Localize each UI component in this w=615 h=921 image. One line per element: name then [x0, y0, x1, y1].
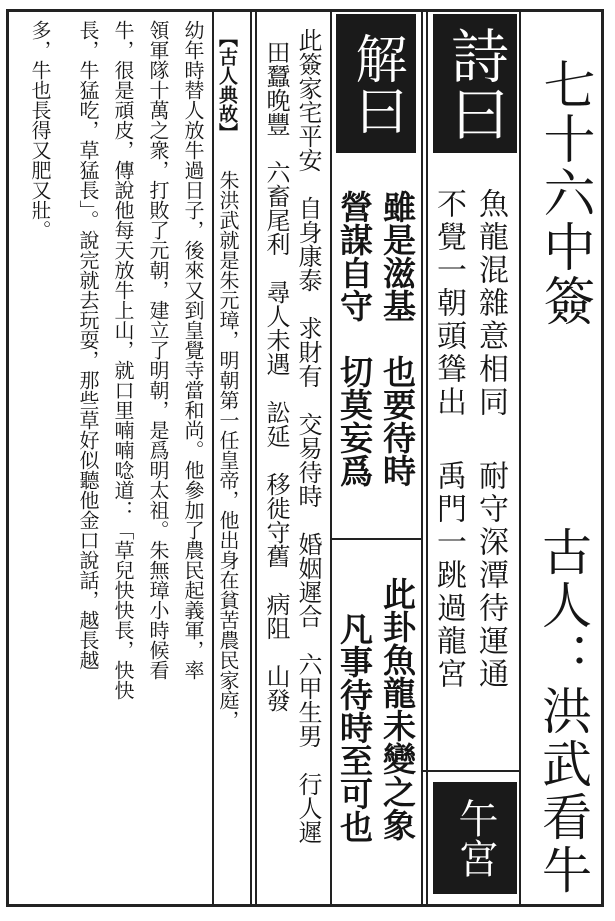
- summary-line: 此卦魚龍未變之象: [378, 577, 417, 841]
- story-line: 長，牛猛吃，草猛長」。說完就去玩耍，那些草好似聽他金口說話，越長越: [76, 20, 100, 670]
- story-line: 牛，很是頑皮，傳說他每天放牛上山，就口里喃喃唸道：「草兒快快長，快快: [111, 20, 135, 700]
- wu-label: 午宮: [433, 782, 517, 894]
- frame-bottom-border: [6, 904, 604, 907]
- summary-line: 凡事待時至可也: [335, 612, 374, 843]
- jie-line: 營謀自守 切莫妄爲: [335, 190, 374, 487]
- story-line: 幼年時替人放牛過日子，後來又到皇覺寺當和尚。他參加了農民起義軍，率: [181, 20, 205, 680]
- frame-left-border: [6, 9, 9, 907]
- story-line: 朱洪武就是朱元璋，明朝第一任皇帝，他出身在貧苦農民家庭，: [216, 170, 240, 730]
- divider-fortune-outer: [255, 9, 257, 907]
- separator-poem: [421, 770, 521, 772]
- story-line: 領軍隊十萬之衆，打敗了元朝，建立了明朝，是爲明太祖。朱無璋小時候看: [146, 20, 170, 680]
- jie-line: 雖是滋基 也要待時: [378, 190, 417, 487]
- story-line: 多，牛也長得又肥又壯。: [28, 20, 52, 240]
- sign-figure: 古人：洪武看牛: [534, 526, 592, 897]
- story-header: 【古人典故】: [216, 28, 238, 142]
- frame-right-border: [601, 9, 604, 907]
- sign-title: 七十六中簽: [534, 58, 594, 328]
- divider-story: [212, 9, 214, 907]
- shi-label: 詩曰: [433, 14, 517, 153]
- divider-fortune-inner: [250, 9, 252, 907]
- divider-poem-outer: [421, 9, 423, 907]
- poem-line: 不覺一朝頭聳出: [431, 188, 466, 419]
- jie-label: 解曰: [336, 14, 416, 153]
- divider-jie: [330, 9, 332, 907]
- divider-poem-inner: [426, 9, 428, 907]
- separator-jie: [330, 538, 422, 540]
- fortune-line: 此簽家宅平安 自身康泰 求財有 交易待時 婚姻遲合 六甲生男 行人遲: [294, 28, 322, 844]
- fortune-line: 田蠶晚豐 六畜尾利 尋人未遇 訟延 移徙守舊 病阻 山發: [262, 40, 290, 712]
- divider-title: [519, 9, 521, 907]
- poem-line: 魚龍混雜意相同: [473, 188, 508, 419]
- frame-top-border: [6, 9, 604, 12]
- poem-line: 耐守深潭待運通: [473, 460, 508, 691]
- poem-line: 禹門一跳過龍宮: [431, 460, 466, 691]
